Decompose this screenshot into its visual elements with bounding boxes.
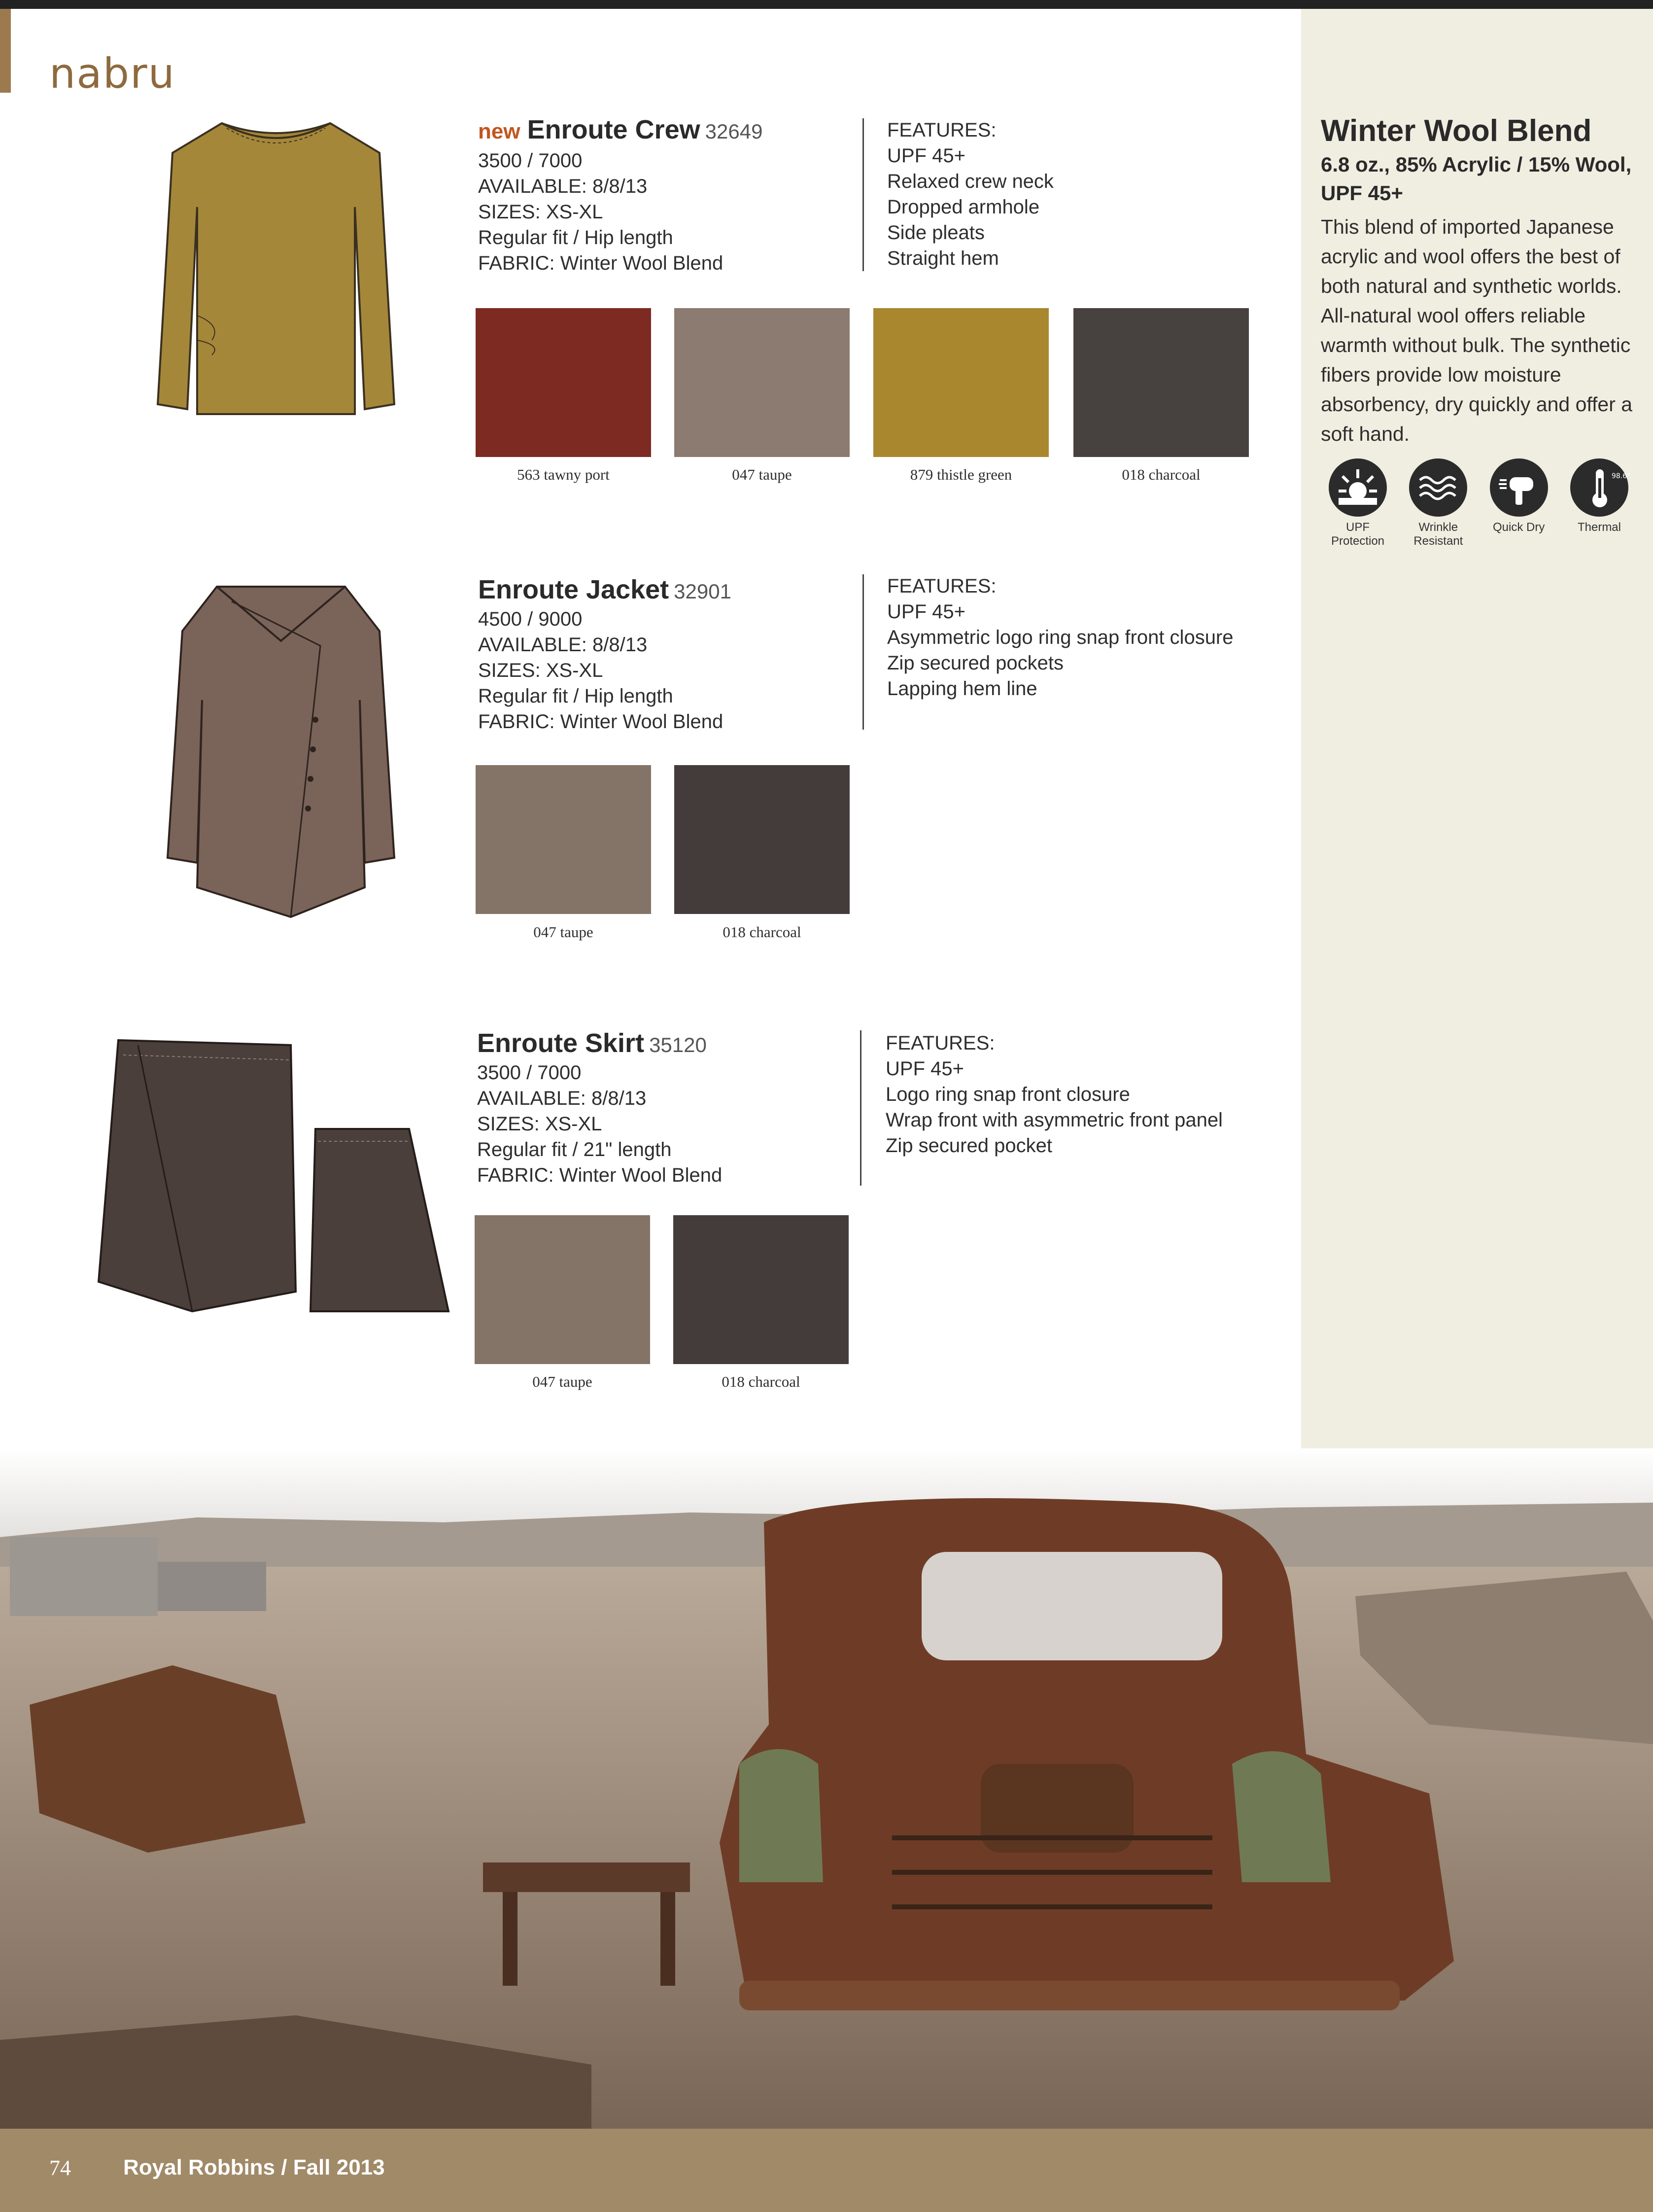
product-name: Enroute Crew [527, 115, 700, 144]
product-details [478, 606, 723, 735]
feature-item: UPF 45+ [886, 1058, 964, 1080]
available: AVAILABLE: 8/8/13 [478, 176, 648, 197]
fabric: FABRIC: Winter Wool Blend [478, 711, 723, 733]
fit: Regular fit / Hip length [478, 227, 673, 248]
fabric: FABRIC: Winter Wool Blend [478, 252, 723, 274]
icon-label: Thermal [1577, 521, 1621, 534]
swatch [476, 308, 651, 457]
swatch-label: 047 taupe [732, 466, 792, 483]
divider [860, 1030, 861, 1186]
fabric: FABRIC: Winter Wool Blend [477, 1164, 723, 1186]
divider [862, 574, 864, 730]
features-heading: FEATURES: [887, 575, 997, 597]
swatch-label: 047 taupe [533, 923, 593, 941]
brand-logo: nabru [49, 49, 175, 98]
product-name: Enroute Jacket [478, 575, 669, 604]
page-number: 74 [49, 2156, 71, 2180]
feature-item: Dropped armhole [887, 196, 1040, 218]
product-details [478, 148, 723, 276]
crew-shirt-shape [158, 123, 394, 414]
price: 4500 / 9000 [478, 608, 583, 630]
divider [862, 118, 864, 271]
features-heading: FEATURES: [887, 119, 997, 141]
swatch [673, 1215, 849, 1364]
skirt-back-shape [310, 1129, 448, 1311]
swatch-label: 563 tawny port [517, 466, 610, 483]
feature-item: Side pleats [887, 222, 985, 244]
product-code: 32901 [674, 580, 731, 603]
feature-item: Wrap front with asymmetric front panel [886, 1109, 1223, 1131]
crew-illustration [148, 108, 404, 426]
features-list [887, 117, 1054, 271]
logo-bar [0, 9, 11, 93]
swatch-label: 879 thistle green [910, 466, 1012, 483]
feature-item: Straight hem [887, 247, 999, 269]
thermal-badge: 98.6° [1611, 472, 1631, 480]
swatch-label: 047 taupe [532, 1373, 592, 1390]
feature-item: UPF 45+ [887, 145, 965, 167]
fit: Regular fit / Hip length [478, 685, 673, 707]
quick-dry-icon [1490, 458, 1548, 517]
icon-wrinkle [1401, 458, 1475, 548]
skirt-illustration [94, 1035, 458, 1334]
wrinkle-resistant-icon [1409, 458, 1467, 517]
features-list [886, 1030, 1223, 1159]
available: AVAILABLE: 8/8/13 [478, 634, 648, 656]
upf-protection-icon [1329, 458, 1387, 517]
icon-label: UPF Protection [1331, 521, 1385, 548]
feature-item: Zip secured pocket [886, 1135, 1052, 1157]
available: AVAILABLE: 8/8/13 [477, 1088, 647, 1109]
feature-item: Asymmetric logo ring snap front closure [887, 627, 1234, 648]
swatch [1073, 308, 1249, 457]
icon-label: Wrinkle Resistant [1413, 521, 1463, 548]
lifestyle-photo [0, 1448, 1653, 2129]
swatch-label: 018 charcoal [1122, 466, 1201, 483]
product-title [478, 574, 731, 605]
product-name: Enroute Skirt [477, 1028, 645, 1058]
sizes: SIZES: XS-XL [478, 201, 603, 223]
price: 3500 / 7000 [478, 150, 583, 172]
price: 3500 / 7000 [477, 1062, 582, 1084]
fit: Regular fit / 21" length [477, 1139, 672, 1160]
fabric-icons [1321, 458, 1636, 548]
icon-label: Quick Dry [1492, 521, 1545, 534]
features-list [887, 573, 1234, 702]
feature-item: Zip secured pockets [887, 652, 1064, 674]
icon-quickdry [1482, 458, 1556, 548]
icon-upf [1321, 458, 1395, 548]
features-heading: FEATURES: [886, 1032, 995, 1054]
top-bar [0, 0, 1653, 9]
fabric-title: Winter Wool Blend [1321, 114, 1592, 148]
new-badge: new [478, 119, 520, 143]
swatch [674, 765, 850, 914]
product-title [478, 114, 762, 145]
jacket-shape [168, 587, 394, 917]
feature-item: Lapping hem line [887, 678, 1037, 700]
swatch-label: 018 charcoal [722, 1373, 800, 1390]
icon-thermal [1562, 458, 1636, 548]
product-details [477, 1060, 722, 1188]
swatch [674, 308, 850, 457]
sizes: SIZES: XS-XL [477, 1113, 602, 1135]
product-title [477, 1028, 707, 1058]
swatch [475, 1215, 650, 1364]
product-code: 32649 [705, 120, 763, 143]
fabric-specs: 6.8 oz., 85% Acrylic / 15% Wool, UPF 45+ [1321, 153, 1632, 205]
feature-item: UPF 45+ [887, 601, 965, 623]
feature-item: Relaxed crew neck [887, 171, 1054, 192]
publication-title: Royal Robbins / Fall 2013 [123, 2155, 385, 2179]
jacket-illustration [158, 572, 404, 929]
thermal-icon [1570, 458, 1631, 517]
swatch-label: 018 charcoal [723, 923, 801, 941]
skirt-front-shape [99, 1040, 296, 1311]
swatch [476, 765, 651, 914]
sizes: SIZES: XS-XL [478, 660, 603, 681]
product-code: 35120 [649, 1033, 707, 1056]
swatch [873, 308, 1049, 457]
feature-item: Logo ring snap front closure [886, 1084, 1130, 1105]
fabric-description: This blend of imported Japanese acrylic and wool offers the best of both natural and synthetic worlds. All-natural wool offers reliable warmth without bulk. The synthetic fibers provide low moisture absorbency, dry quickly and offer a soft hand. [1321, 215, 1633, 445]
